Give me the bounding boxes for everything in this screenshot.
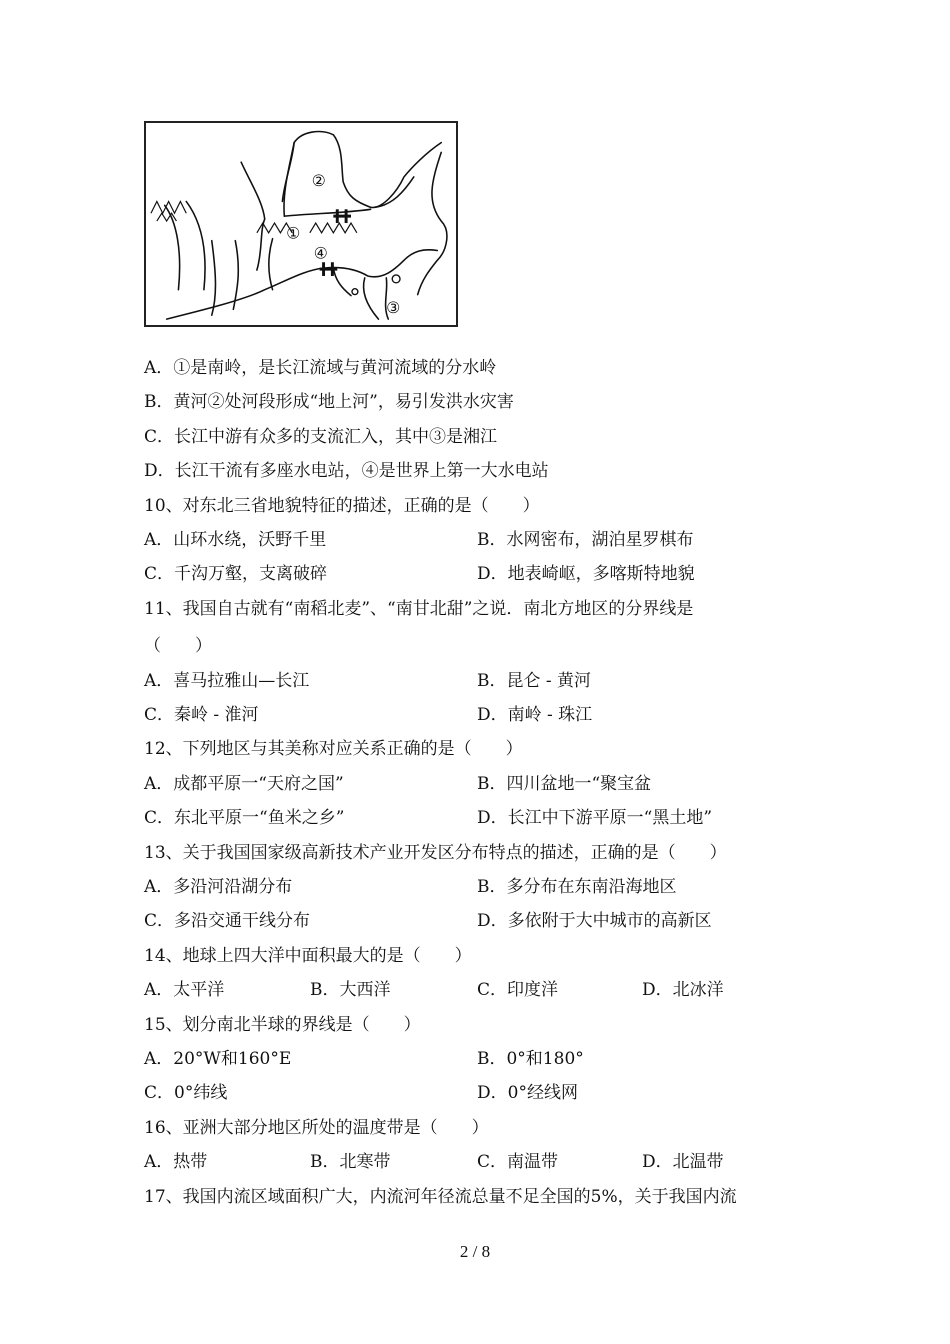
q10-row-1 bbox=[144, 529, 694, 551]
q13-row-1 bbox=[144, 876, 677, 898]
q14-option-a: A．太平洋 bbox=[144, 980, 225, 1000]
map-label-3: ③ bbox=[386, 298, 401, 318]
q14-option-b: B．大西洋 bbox=[310, 980, 391, 1000]
map-label-4: ④ bbox=[313, 243, 328, 263]
q13-row-2 bbox=[144, 910, 712, 932]
q9-option-d: D．长江干流有多座水电站，④是世界上第一大水电站 bbox=[144, 461, 549, 481]
q11-option-d: D．南岭 - 珠江 bbox=[477, 705, 593, 725]
q11-row-1 bbox=[144, 670, 592, 692]
q17-stem: 17、我国内流区域面积广大，内流河年径流总量不足全国的5%，关于我国内流 bbox=[144, 1187, 737, 1207]
q14-option-c: C．印度洋 bbox=[477, 980, 559, 1000]
q16-row bbox=[144, 1151, 724, 1173]
q15-option-a: A．20°W和160°E bbox=[144, 1049, 292, 1069]
q12-option-b: B．四川盆地一“聚宝盆 bbox=[477, 774, 652, 794]
q11-row-2 bbox=[144, 704, 593, 726]
q14-row bbox=[144, 979, 724, 1001]
q13-option-c: C．多沿交通干线分布 bbox=[144, 911, 311, 931]
map-label-1: ① bbox=[286, 223, 301, 243]
q15-option-b: B．0°和180° bbox=[477, 1049, 584, 1069]
q11-option-a: A．喜马拉雅山—长江 bbox=[144, 671, 310, 691]
q16-option-a: A．热带 bbox=[144, 1152, 208, 1172]
q15-option-d: D．0°经线网 bbox=[477, 1083, 578, 1103]
q9-option-b: B．黄河②处河段形成“地上河”，易引发洪水灾害 bbox=[144, 392, 514, 412]
q12-option-d: D．长江中下游平原一“黑土地” bbox=[477, 808, 713, 828]
q14-option-d: D．北冰洋 bbox=[642, 980, 724, 1000]
q16-option-b: B．北寒带 bbox=[310, 1152, 391, 1172]
q15-stem: 15、划分南北半球的界线是（ ） bbox=[144, 1015, 421, 1035]
q13-option-a: A．多沿河沿湖分布 bbox=[144, 877, 293, 897]
q12-option-c: C．东北平原一“鱼米之乡” bbox=[144, 808, 345, 828]
river-map-drawing bbox=[146, 123, 456, 325]
q10-row-2 bbox=[144, 563, 695, 585]
q11-option-b: B．昆仑 - 黄河 bbox=[477, 671, 592, 691]
q11-option-c: C．秦岭 - 淮河 bbox=[144, 705, 259, 725]
map-label-2: ② bbox=[311, 170, 326, 190]
q15-option-c: C．0°纬线 bbox=[144, 1083, 228, 1103]
river-map-figure bbox=[144, 121, 458, 327]
q11-stem-cont: （ ） bbox=[144, 636, 212, 656]
q15-row-2 bbox=[144, 1082, 578, 1104]
q13-option-d: D．多依附于大中城市的高新区 bbox=[477, 911, 712, 931]
q10-option-b: B．水网密布，湖泊星罗棋布 bbox=[477, 530, 694, 550]
q12-row-1 bbox=[144, 773, 652, 795]
q10-option-d: D．地表崎岖，多喀斯特地貌 bbox=[477, 564, 695, 584]
q13-option-b: B．多分布在东南沿海地区 bbox=[477, 877, 677, 897]
q12-option-a: A．成都平原一“天府之国” bbox=[144, 774, 344, 794]
q16-stem: 16、亚洲大部分地区所处的温度带是（ ） bbox=[144, 1118, 489, 1138]
q10-option-c: C．千沟万壑，支离破碎 bbox=[144, 564, 328, 584]
q10-option-a: A．山环水绕，沃野千里 bbox=[144, 530, 327, 550]
q10-stem: 10、对东北三省地貌特征的描述，正确的是（ ） bbox=[144, 496, 540, 516]
q14-stem: 14、地球上四大洋中面积最大的是（ ） bbox=[144, 946, 472, 966]
q9-option-c: C．长江中游有众多的支流汇入，其中③是湘江 bbox=[144, 427, 498, 447]
q11-stem: 11、我国自古就有“南稻北麦”、“南甘北甜”之说．南北方地区的分界线是 bbox=[144, 599, 694, 619]
q12-stem: 12、下列地区与其美称对应关系正确的是（ ） bbox=[144, 739, 523, 759]
q12-row-2 bbox=[144, 807, 713, 829]
page-number: 2 / 8 bbox=[459, 1242, 491, 1261]
q16-option-d: D．北温带 bbox=[642, 1152, 724, 1172]
q13-stem: 13、关于我国国家级高新技术产业开发区分布特点的描述，正确的是（ ） bbox=[144, 843, 727, 863]
q9-option-a: A．①是南岭，是长江流域与黄河流域的分水岭 bbox=[144, 358, 497, 378]
q16-option-c: C．南温带 bbox=[477, 1152, 559, 1172]
q15-row-1 bbox=[144, 1048, 584, 1070]
